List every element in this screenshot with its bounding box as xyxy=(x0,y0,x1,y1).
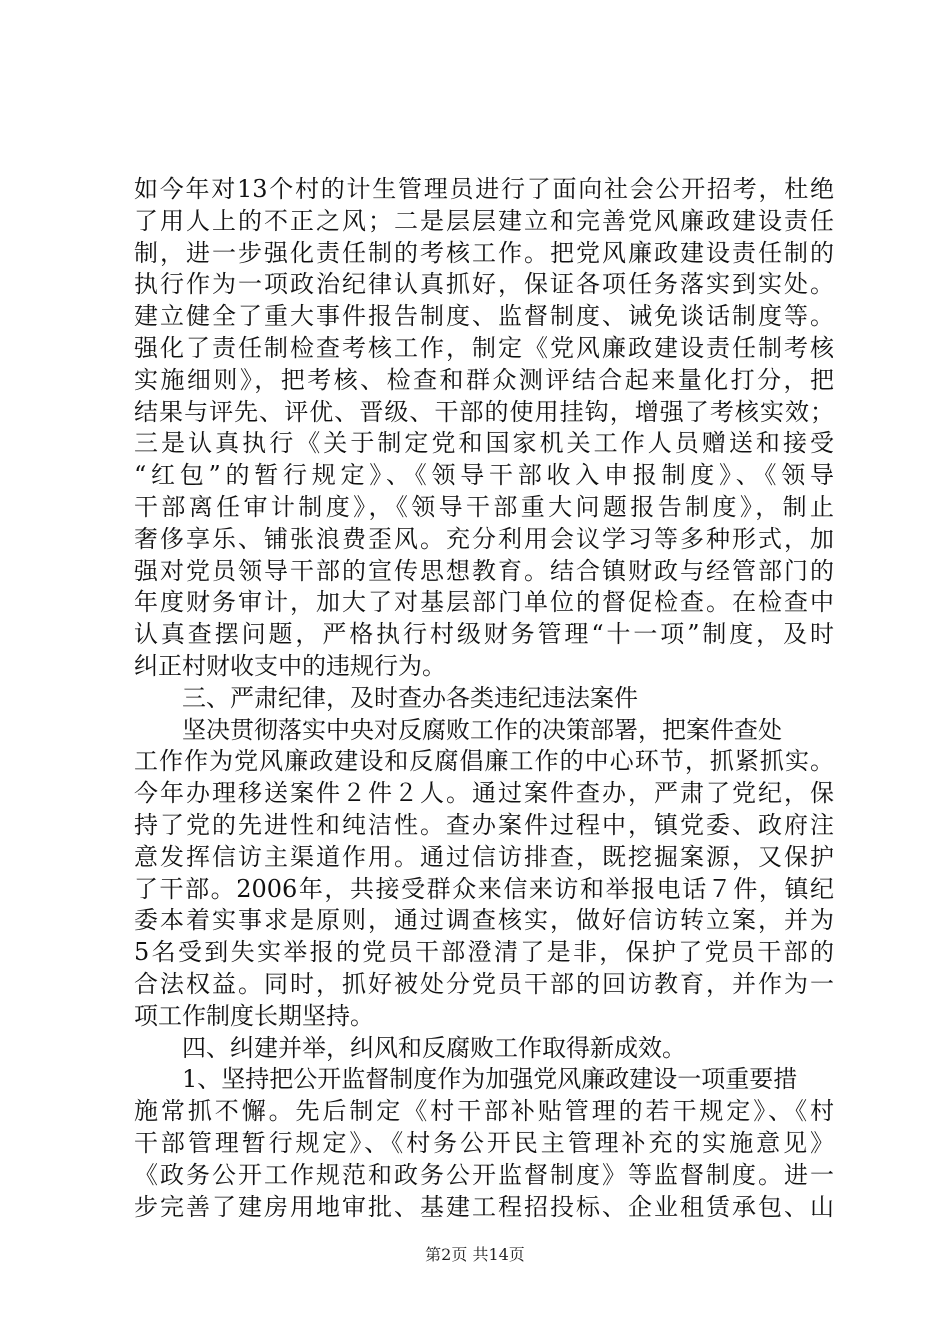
text-line: 坚决贯彻落实中央对反腐败工作的决策部署，把案件查处 xyxy=(182,715,782,744)
text-line: 年度财务审计，加大了对基层部门单位的督促检查。在检查中 xyxy=(134,588,834,617)
text-line: 强对党员领导干部的宣传思想教育。结合镇财政与经管部门的 xyxy=(134,556,834,585)
text-line: 意发挥信访主渠道作用。通过信访排查，既挖掘案源，又保护 xyxy=(134,842,834,871)
text-line: 如今年对13个村的计生管理员进行了面向社会公开招考，杜绝 xyxy=(134,175,834,203)
section-heading: 四、纠建并举，纠风和反腐败工作取得新成效。 xyxy=(182,1033,686,1062)
text-line: 步完善了建房用地审批、基建工程招投标、企业租赁承包、山 xyxy=(134,1192,834,1221)
text-line: “红包”的暂行规定》、《领导干部收入申报制度》、《领导 xyxy=(134,461,834,490)
text-line: 《政务公开工作规范和政务公开监督制度》等监督制度。进一 xyxy=(134,1160,834,1189)
text-line: 5名受到失实举报的党员干部澄清了是非，保护了党员干部的 xyxy=(134,938,834,967)
text-line: 结果与评先、评优、晋级、干部的使用挂钩，增强了考核实效； xyxy=(134,397,834,426)
text-line: 了干部。2006年，共接受群众来信来访和举报电话７件，镇纪 xyxy=(134,874,834,903)
text-line: 认真查摆问题，严格执行村级财务管理“十一项”制度，及时 xyxy=(134,620,834,649)
text-line: 干部离任审计制度》，《领导干部重大问题报告制度》，制止 xyxy=(134,492,834,521)
text-line: 干部管理暂行规定》、《村务公开民主管理补充的实施意见》 xyxy=(134,1128,834,1157)
text-line: 建立健全了重大事件报告制度、监督制度、诫免谈话制度等。 xyxy=(134,302,834,331)
text-line: 持了党的先进性和纯洁性。查办案件过程中，镇党委、政府注 xyxy=(134,810,834,839)
text-line: 项工作制度长期坚持。 xyxy=(134,1001,374,1030)
text-line: 三是认真执行《关于制定党和国家机关工作人员赠送和接受 xyxy=(134,429,834,458)
text-line: 执行作为一项政治纪律认真抓好，保证各项任务落实到实处。 xyxy=(134,270,834,299)
text-line: 纠正村财收支中的违规行为。 xyxy=(134,651,446,680)
text-line: 工作作为党风廉政建设和反腐倡廉工作的中心环节，抓紧抓实。 xyxy=(134,747,834,776)
text-line: 施常抓不懈。先后制定《村干部补贴管理的若干规定》、《村 xyxy=(134,1097,834,1126)
text-line: 奢侈享乐、铺张浪费歪风。充分利用会议学习等多种形式，加 xyxy=(134,524,834,553)
document-body xyxy=(134,174,834,1223)
text-line: 制，进一步强化责任制的考核工作。把党风廉政建设责任制的 xyxy=(134,238,834,267)
text-line: 委本着实事求是原则，通过调查核实，做好信访转立案，并为 xyxy=(134,906,834,935)
text-line: 了用人上的不正之风；二是层层建立和完善党风廉政建设责任 xyxy=(134,206,834,235)
page-footer: 第2页 共14页 xyxy=(425,1245,525,1264)
section-heading: 三、严肃纪律，及时查办各类违纪违法案件 xyxy=(182,683,638,712)
text-line: 合法权益。同时，抓好被处分党员干部的回访教育，并作为一 xyxy=(134,969,834,998)
text-line: 实施细则》，把考核、检查和群众测评结合起来量化打分，把 xyxy=(134,365,834,394)
text-line: 强化了责任制检查考核工作，制定《党风廉政建设责任制考核 xyxy=(134,333,834,362)
text-line: 1、坚持把公开监督制度作为加强党风廉政建设一项重要措 xyxy=(182,1065,798,1094)
text-line: 今年办理移送案件２件２人。通过案件查办，严肃了党纪，保 xyxy=(134,779,834,808)
